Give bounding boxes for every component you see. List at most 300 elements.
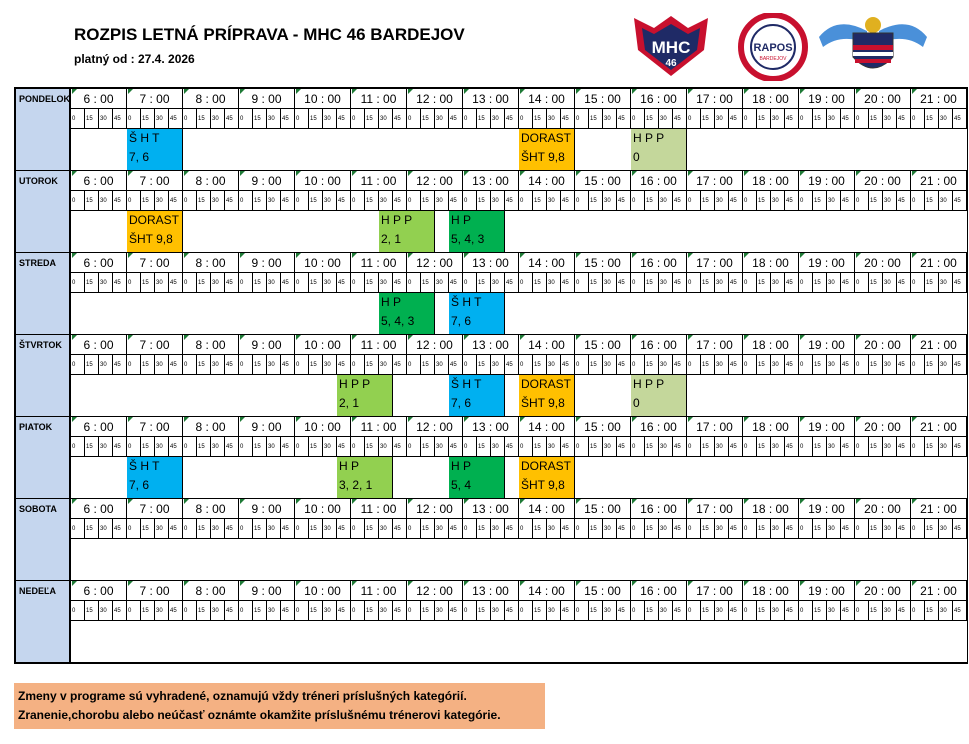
quarter-label: 15	[421, 437, 435, 457]
quarter-label: 0	[239, 601, 253, 621]
quarter-label: 15	[309, 109, 323, 129]
quarter-label: 15	[253, 355, 267, 375]
quarter-label: 30	[659, 109, 673, 129]
quarter-label: 15	[757, 109, 771, 129]
quarter-label: 0	[183, 601, 197, 621]
hour-label: 11 : 00	[351, 499, 407, 519]
training-categories: ŠHT 9,8	[521, 478, 565, 492]
hour-label: 18 : 00	[743, 581, 799, 601]
quarter-label: 30	[883, 437, 897, 457]
quarter-label: 45	[505, 191, 519, 211]
training-block	[449, 293, 505, 334]
hour-label: 14 : 00	[519, 417, 575, 437]
hour-label: 15 : 00	[575, 335, 631, 355]
quarter-label: 30	[267, 273, 281, 293]
quarter-label: 30	[211, 273, 225, 293]
quarter-label: 45	[169, 355, 183, 375]
hour-label: 11 : 00	[351, 171, 407, 191]
quarter-label: 0	[407, 519, 421, 539]
training-group: H P P	[381, 213, 413, 227]
quarter-label: 30	[211, 437, 225, 457]
quarter-label: 45	[897, 191, 911, 211]
quarter-label: 0	[239, 355, 253, 375]
quarter-label: 15	[85, 355, 99, 375]
quarter-label: 45	[617, 191, 631, 211]
training-categories: ŠHT 9,8	[521, 150, 565, 164]
quarter-label: 45	[785, 601, 799, 621]
quarter-label: 15	[421, 273, 435, 293]
quarter-label: 45	[729, 109, 743, 129]
hour-label: 13 : 00	[463, 581, 519, 601]
quarter-label: 45	[729, 519, 743, 539]
quarter-label: 45	[505, 601, 519, 621]
quarter-label: 30	[155, 355, 169, 375]
quarter-label: 0	[855, 273, 869, 293]
quarter-label: 30	[659, 191, 673, 211]
quarter-label: 45	[953, 437, 967, 457]
training-block	[127, 457, 183, 498]
quarter-label: 15	[813, 191, 827, 211]
quarter-label: 15	[701, 191, 715, 211]
quarter-label: 15	[813, 437, 827, 457]
quarter-label: 0	[575, 355, 589, 375]
quarter-label: 45	[673, 437, 687, 457]
hour-label: 18 : 00	[743, 335, 799, 355]
hour-label: 19 : 00	[799, 171, 855, 191]
quarter-label: 45	[841, 273, 855, 293]
hour-label: 8 : 00	[183, 499, 239, 519]
quarter-label: 30	[491, 601, 505, 621]
quarter-label: 15	[141, 519, 155, 539]
quarter-label: 30	[939, 355, 953, 375]
quarter-label: 30	[939, 519, 953, 539]
quarter-label: 30	[491, 519, 505, 539]
quarter-label: 0	[575, 109, 589, 129]
quarter-label: 45	[617, 109, 631, 129]
quarter-label: 0	[687, 519, 701, 539]
quarter-label: 0	[463, 601, 477, 621]
quarter-label: 0	[351, 601, 365, 621]
quarter-label: 0	[127, 191, 141, 211]
quarter-label: 45	[897, 437, 911, 457]
quarter-label: 45	[617, 601, 631, 621]
quarter-label: 45	[393, 601, 407, 621]
quarter-label: 0	[183, 437, 197, 457]
quarter-label: 0	[295, 355, 309, 375]
rapos-logo-name: RAPOS	[753, 42, 793, 54]
quarter-label: 0	[351, 355, 365, 375]
quarter-label: 45	[897, 355, 911, 375]
quarter-label: 15	[85, 437, 99, 457]
quarter-label: 45	[673, 355, 687, 375]
quarter-label: 30	[939, 191, 953, 211]
quarter-label: 45	[953, 601, 967, 621]
hour-label: 13 : 00	[463, 171, 519, 191]
quarter-label: 15	[197, 273, 211, 293]
quarter-label: 45	[505, 355, 519, 375]
quarter-label: 15	[645, 273, 659, 293]
quarter-label: 30	[603, 355, 617, 375]
hour-label: 12 : 00	[407, 89, 463, 109]
quarter-label: 0	[71, 191, 85, 211]
quarter-label: 45	[225, 355, 239, 375]
quarter-label: 45	[729, 601, 743, 621]
quarter-label: 45	[561, 355, 575, 375]
quarter-label: 15	[589, 191, 603, 211]
quarter-label: 45	[561, 601, 575, 621]
training-categories: 7, 6	[451, 314, 472, 328]
quarter-label: 45	[841, 109, 855, 129]
quarter-label: 30	[603, 273, 617, 293]
quarter-label: 45	[281, 437, 295, 457]
day-row	[16, 581, 968, 663]
quarter-label: 0	[519, 273, 533, 293]
quarter-label: 45	[113, 109, 127, 129]
quarter-label: 30	[603, 109, 617, 129]
hour-label: 8 : 00	[183, 253, 239, 273]
training-group: H P P	[633, 377, 665, 391]
quarter-label: 15	[701, 355, 715, 375]
hour-label: 15 : 00	[575, 417, 631, 437]
quarter-label: 15	[757, 355, 771, 375]
hour-label: 16 : 00	[631, 335, 687, 355]
quarter-label: 15	[813, 601, 827, 621]
training-categories: 7, 6	[451, 396, 472, 410]
hour-label: 10 : 00	[295, 581, 351, 601]
quarter-label: 0	[911, 355, 925, 375]
hour-label: 17 : 00	[687, 335, 743, 355]
notes-box	[14, 683, 545, 729]
quarter-label: 0	[743, 519, 757, 539]
training-group: H P P	[633, 131, 665, 145]
training-block	[127, 211, 183, 252]
hour-label: 19 : 00	[799, 417, 855, 437]
quarter-label: 15	[365, 437, 379, 457]
hour-label: 12 : 00	[407, 253, 463, 273]
quarter-label: 15	[813, 519, 827, 539]
quarter-label: 30	[435, 273, 449, 293]
quarter-label: 30	[323, 519, 337, 539]
hour-label: 21 : 00	[911, 171, 967, 191]
hour-label: 18 : 00	[743, 171, 799, 191]
quarter-label: 30	[99, 355, 113, 375]
quarter-label: 0	[407, 109, 421, 129]
quarter-label: 0	[239, 109, 253, 129]
hour-label: 6 : 00	[71, 171, 127, 191]
quarter-label: 0	[855, 437, 869, 457]
quarter-label: 45	[785, 109, 799, 129]
quarter-label: 15	[757, 191, 771, 211]
hour-label: 21 : 00	[911, 335, 967, 355]
quarter-label: 15	[477, 191, 491, 211]
quarter-label: 45	[449, 355, 463, 375]
quarter-label: 30	[883, 519, 897, 539]
hour-label: 8 : 00	[183, 581, 239, 601]
quarter-label: 45	[337, 191, 351, 211]
quarter-label: 30	[603, 191, 617, 211]
quarter-label: 0	[519, 519, 533, 539]
hour-label: 10 : 00	[295, 335, 351, 355]
quarter-label: 30	[99, 601, 113, 621]
day-label: SOBOTA	[16, 499, 71, 581]
hour-label: 14 : 00	[519, 89, 575, 109]
quarter-label: 15	[477, 519, 491, 539]
quarter-label: 45	[561, 519, 575, 539]
quarter-label: 30	[379, 109, 393, 129]
quarter-label: 45	[785, 191, 799, 211]
hour-label: 6 : 00	[71, 253, 127, 273]
quarter-label: 0	[743, 273, 757, 293]
quarter-label: 45	[337, 109, 351, 129]
training-categories: 2, 1	[381, 232, 402, 246]
quarter-label: 45	[561, 437, 575, 457]
quarter-label: 15	[253, 191, 267, 211]
quarter-label: 15	[533, 273, 547, 293]
quarter-label: 15	[533, 191, 547, 211]
quarter-label: 0	[911, 273, 925, 293]
quarter-label: 15	[925, 601, 939, 621]
quarter-label: 30	[659, 601, 673, 621]
quarter-label: 15	[365, 273, 379, 293]
hour-label: 15 : 00	[575, 171, 631, 191]
quarter-label: 0	[799, 191, 813, 211]
quarter-label: 15	[85, 273, 99, 293]
hour-label: 13 : 00	[463, 89, 519, 109]
quarter-label: 30	[771, 355, 785, 375]
hour-label: 19 : 00	[799, 335, 855, 355]
quarter-label: 0	[855, 355, 869, 375]
training-group: H P P	[339, 377, 371, 391]
quarter-label: 45	[673, 191, 687, 211]
quarter-label: 0	[127, 355, 141, 375]
quarter-label: 30	[659, 519, 673, 539]
quarter-label: 45	[897, 109, 911, 129]
quarter-label: 15	[477, 437, 491, 457]
quarter-label: 15	[477, 601, 491, 621]
quarter-label: 45	[393, 355, 407, 375]
quarter-label: 30	[155, 437, 169, 457]
quarter-label: 45	[337, 355, 351, 375]
hour-label: 20 : 00	[855, 171, 911, 191]
quarter-label: 0	[407, 355, 421, 375]
quarter-label: 45	[225, 191, 239, 211]
quarter-label: 30	[659, 355, 673, 375]
quarter-label: 45	[841, 601, 855, 621]
quarter-label: 0	[743, 355, 757, 375]
quarter-label: 15	[925, 519, 939, 539]
hour-label: 7 : 00	[127, 335, 183, 355]
quarter-label: 30	[715, 355, 729, 375]
training-block	[519, 457, 575, 498]
quarter-label: 15	[253, 601, 267, 621]
quarter-label: 30	[379, 601, 393, 621]
quarter-label: 30	[771, 191, 785, 211]
quarter-label: 15	[701, 601, 715, 621]
training-categories: 0	[633, 150, 640, 164]
quarter-label: 45	[281, 355, 295, 375]
quarter-label: 45	[449, 601, 463, 621]
quarter-label: 30	[435, 519, 449, 539]
quarter-label: 15	[141, 273, 155, 293]
quarter-label: 0	[463, 519, 477, 539]
quarter-label: 15	[533, 601, 547, 621]
hour-label: 7 : 00	[127, 417, 183, 437]
hour-label: 21 : 00	[911, 417, 967, 437]
quarter-label: 15	[925, 273, 939, 293]
quarter-label: 30	[547, 355, 561, 375]
quarter-label: 15	[757, 601, 771, 621]
quarter-label: 15	[253, 273, 267, 293]
quarter-label: 0	[687, 355, 701, 375]
quarter-label: 45	[785, 273, 799, 293]
quarter-label: 30	[267, 601, 281, 621]
quarter-label: 15	[533, 355, 547, 375]
quarter-label: 15	[85, 191, 99, 211]
quarter-label: 0	[295, 273, 309, 293]
quarter-label: 15	[925, 191, 939, 211]
quarter-label: 45	[337, 273, 351, 293]
quarter-label: 0	[127, 437, 141, 457]
quarter-label: 15	[309, 519, 323, 539]
quarter-label: 0	[799, 437, 813, 457]
quarter-label: 15	[701, 437, 715, 457]
training-block	[337, 375, 393, 416]
quarter-label: 15	[85, 519, 99, 539]
hour-label: 21 : 00	[911, 253, 967, 273]
quarter-label: 45	[505, 273, 519, 293]
quarter-label: 0	[519, 437, 533, 457]
mhc-46-logo	[630, 14, 712, 78]
quarter-label: 0	[71, 437, 85, 457]
quarter-label: 0	[351, 437, 365, 457]
hour-label: 20 : 00	[855, 581, 911, 601]
quarter-label: 45	[169, 109, 183, 129]
quarter-label: 45	[505, 109, 519, 129]
hour-label: 18 : 00	[743, 253, 799, 273]
quarter-label: 0	[799, 519, 813, 539]
quarter-label: 15	[253, 519, 267, 539]
hour-label: 20 : 00	[855, 335, 911, 355]
quarter-label: 0	[239, 437, 253, 457]
quarter-label: 30	[547, 273, 561, 293]
quarter-label: 45	[785, 437, 799, 457]
quarter-label: 30	[211, 519, 225, 539]
quarter-label: 30	[603, 519, 617, 539]
quarter-label: 30	[99, 273, 113, 293]
quarter-label: 45	[617, 519, 631, 539]
quarter-label: 45	[169, 601, 183, 621]
quarter-label: 45	[225, 273, 239, 293]
quarter-label: 30	[267, 109, 281, 129]
quarter-label: 45	[337, 437, 351, 457]
day-label: ŠTVRTOK	[16, 335, 71, 417]
quarter-label: 30	[883, 355, 897, 375]
quarter-label: 30	[883, 601, 897, 621]
quarter-label: 15	[309, 191, 323, 211]
quarter-label: 0	[687, 109, 701, 129]
quarter-label: 15	[869, 109, 883, 129]
hour-label: 19 : 00	[799, 253, 855, 273]
quarter-label: 45	[449, 437, 463, 457]
quarter-label: 45	[225, 109, 239, 129]
training-categories: 5, 4, 3	[451, 232, 485, 246]
hour-label: 8 : 00	[183, 89, 239, 109]
hour-label: 16 : 00	[631, 171, 687, 191]
quarter-label: 30	[379, 191, 393, 211]
quarter-label: 0	[71, 601, 85, 621]
quarter-label: 0	[463, 355, 477, 375]
training-group: DORAST	[521, 377, 572, 391]
training-categories: 0	[633, 396, 640, 410]
quarter-label: 45	[393, 273, 407, 293]
quarter-label: 0	[239, 273, 253, 293]
quarter-label: 30	[827, 355, 841, 375]
quarter-label: 45	[673, 273, 687, 293]
hour-label: 19 : 00	[799, 499, 855, 519]
quarter-label: 45	[561, 109, 575, 129]
quarter-label: 30	[379, 437, 393, 457]
quarter-label: 0	[799, 109, 813, 129]
quarter-label: 0	[519, 601, 533, 621]
hour-label: 6 : 00	[71, 499, 127, 519]
quarter-label: 0	[631, 191, 645, 211]
day-row	[16, 499, 968, 581]
quarter-label: 45	[673, 601, 687, 621]
quarter-label: 30	[827, 191, 841, 211]
hour-label: 6 : 00	[71, 89, 127, 109]
quarter-label: 30	[939, 437, 953, 457]
quarter-label: 30	[323, 437, 337, 457]
quarter-label: 0	[295, 601, 309, 621]
quarter-label: 15	[925, 109, 939, 129]
day-label: PIATOK	[16, 417, 71, 499]
hour-label: 18 : 00	[743, 89, 799, 109]
hour-label: 8 : 00	[183, 171, 239, 191]
quarter-label: 30	[547, 109, 561, 129]
quarter-label: 30	[827, 109, 841, 129]
quarter-label: 30	[155, 519, 169, 539]
quarter-label: 45	[281, 273, 295, 293]
hour-label: 9 : 00	[239, 171, 295, 191]
quarter-label: 0	[71, 109, 85, 129]
quarter-label: 0	[463, 191, 477, 211]
quarter-label: 15	[645, 109, 659, 129]
training-categories: 2, 1	[339, 396, 360, 410]
training-group: DORAST	[521, 459, 572, 473]
quarter-label: 30	[491, 191, 505, 211]
quarter-label: 30	[323, 109, 337, 129]
hour-label: 21 : 00	[911, 499, 967, 519]
quarter-label: 45	[897, 519, 911, 539]
quarter-label: 15	[701, 109, 715, 129]
quarter-label: 0	[911, 437, 925, 457]
quarter-label: 0	[911, 191, 925, 211]
quarter-label: 45	[953, 355, 967, 375]
quarter-label: 0	[127, 601, 141, 621]
hour-label: 13 : 00	[463, 417, 519, 437]
quarter-label: 45	[113, 601, 127, 621]
quarter-label: 15	[925, 437, 939, 457]
quarter-label: 30	[603, 437, 617, 457]
quarter-label: 30	[267, 355, 281, 375]
quarter-label: 0	[743, 109, 757, 129]
hour-label: 20 : 00	[855, 89, 911, 109]
quarter-label: 30	[547, 601, 561, 621]
quarter-label: 30	[771, 109, 785, 129]
training-block	[519, 129, 575, 170]
quarter-label: 45	[785, 355, 799, 375]
quarter-label: 30	[939, 273, 953, 293]
